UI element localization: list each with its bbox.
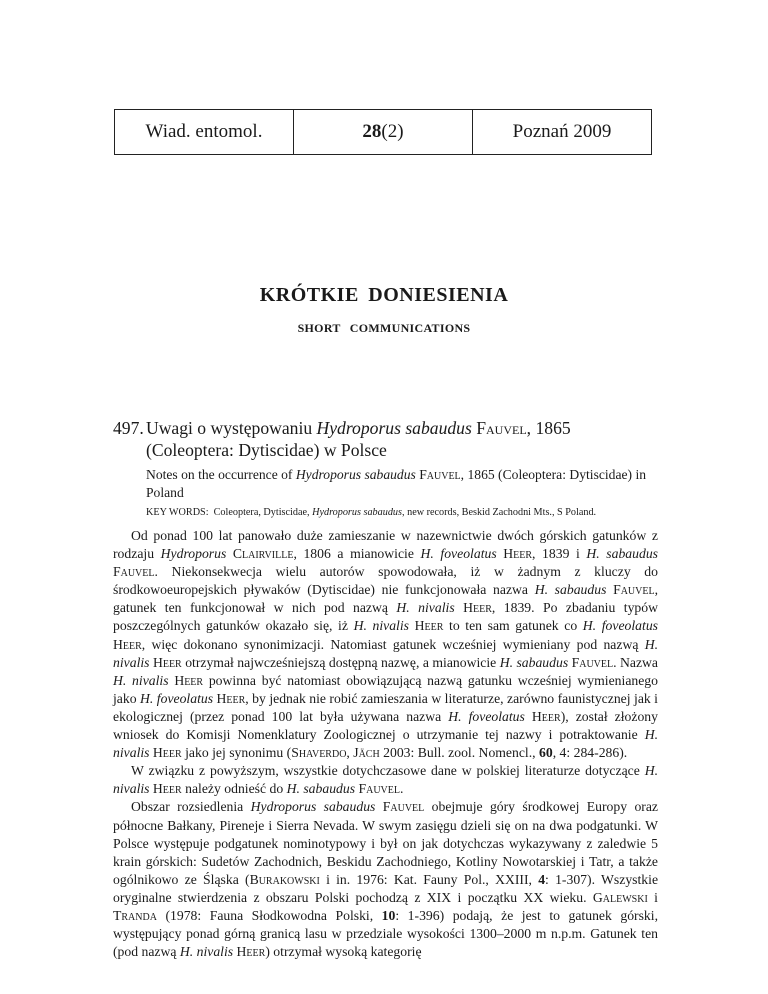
section-subtitle: SHORT COMMUNICATIONS (297, 321, 471, 335)
volume-number: 28 (362, 121, 382, 142)
body-paragraph-3: Obszar rozsiedlenia Hydroporus sabaudus Fauvel obejmuje góry środkowej Europy oraz północne Bałkany, Pireneje i Sierra Nevada. W swym zasięgu dzieli się on na dwa podgatunki. W Polsce występuje podgatunek nominotypowy i był on jak dotychczas wykazywany z zaledwie 5 krain górskich: Sudetów Zachodnich, Beskidu Zachodniego, Kotliny Nowotarskiej i Tatr, a także ogólnikowo ze Śląska (Burakowski i in. 1976: Kat. Fauny Pol., XXIII, 4: 1-307). Wszystkie oryginalne stwierdzenia z obszaru Polski pochodzą z XIX i początku XX wieku. Galewski i Tranda (1978: Fauna Słodkowodna Polski, 10: 1-396) podają, że jest to gatunek górski, występujący ponad górną granicą lasu w przedziale wysokości 1300–2000 m n.p.m. Gatunek ten (pod nazwą H. nivalis Heer) otrzymał wysoką kategorię (113, 799, 659, 960)
en-title-text: Notes on the occurrence of (146, 467, 296, 482)
title-author: Fauvel (476, 418, 527, 438)
keywords-species: Hydroporus sabaudus (312, 507, 402, 518)
article-body (113, 527, 658, 961)
keywords-text: Coleoptera, Dytiscidae, (208, 507, 313, 518)
journal-place-year: Poznań 2009 (472, 110, 651, 154)
title-text-end: , 1865 (Coleoptera: Dytiscidae) w Polsce (146, 418, 571, 460)
journal-name: Wiad. entomol. (145, 121, 263, 142)
journal-volume (293, 110, 472, 154)
keywords-text-end: , new records, Beskid Zachodni Mts., S Poland. (402, 507, 597, 518)
keywords-label: KEY WORDS: (146, 507, 209, 518)
body-paragraph-2: W związku z powyższym, wszystkie dotychczasowe dane w polskiej literaturze dotyczące H. nivalis Heer należy odnieść do H. sabaudus Fauvel. (113, 763, 658, 797)
title-species: Hydroporus sabaudus (316, 418, 472, 438)
body-paragraph-1: Od ponad 100 lat panowało duże zamieszanie w nazewnictwie dwóch górskich gatunków z rodzaju Hydroporus Clairville, 1806 a mianowicie H. foveolatus Heer, 1839 i H. sabaudus Fauvel. Niekonsekwecja wielu autorów spowodowała, iż w żadnym z kluczy do środkowoeuropejskich pływaków (Dytiscidae) nie funkcjonowała nazwa H. sabaudus Fauvel, gatunek ten funkcjonował w nich pod nazwą H. nivalis Heer, 1839. Po zbadaniu typów poszczególnych gatunków okazało się, iż H. nivalis Heer to ten sam gatunek co H. foveolatus Heer, więc dokonano synonimizacji. Natomiast gatunek wcześniej wymieniany pod nazwą H. nivalis Heer otrzymał najwcześniejszą dostępną nazwę, a mianowicie H. sabaudus Fauvel. Nazwa H. nivalis Heer powinna być natomiast obowiązującą nazwą gatunku wcześniej wymienianego jako H. foveolatus Heer, by jednak nie robić zamieszania w literaturze, zarówno faunistycznej jak i ekologicznej (przez ponad 100 lat była używana nazwa H. foveolatus Heer), został złożony wniosek do Komisji Nomenklatury Zoologicznej o utrzymanie tej nazwy i potraktowanie H. nivalis Heer jako jej synonimu (Shaverdo, Jäch 2003: Bull. zool. Nomencl., 60, 4: 284-286). (113, 528, 659, 761)
keywords-line (146, 507, 666, 518)
article-number: 497. (113, 418, 144, 438)
en-title-species: Hydroporus sabaudus (295, 467, 416, 482)
volume-issue: (2) (381, 121, 404, 142)
en-title-author: Fauvel (419, 467, 461, 482)
article-title (113, 417, 658, 461)
section-title: KRÓTKIE DONIESIENIA (259, 284, 509, 306)
en-title-text-end: , 1865 (Coleoptera: Dytiscidae) in Poland (146, 467, 647, 500)
english-title (146, 466, 656, 502)
journal-header-table (114, 109, 652, 155)
title-text: Uwagi o występowaniu (146, 418, 317, 438)
